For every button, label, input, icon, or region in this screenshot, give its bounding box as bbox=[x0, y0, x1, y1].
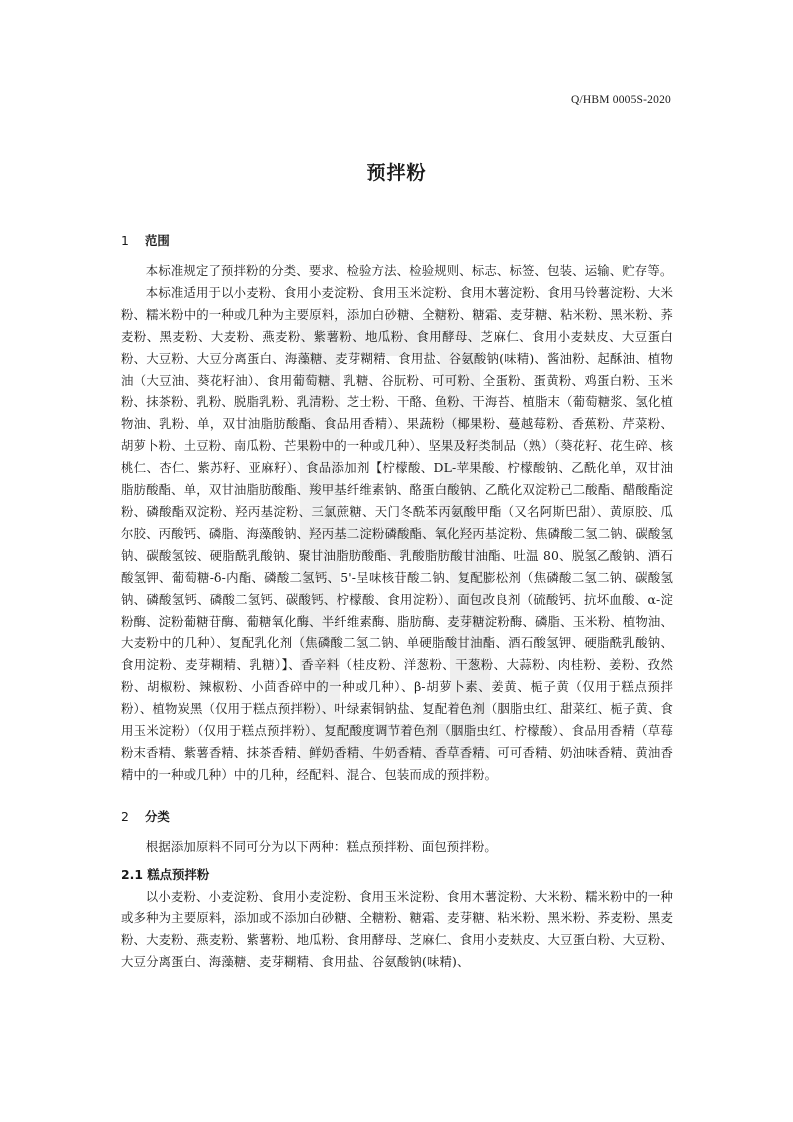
section-number: 2 bbox=[121, 808, 129, 824]
section-number: 1 bbox=[121, 233, 129, 248]
section-title: 范围 bbox=[145, 233, 170, 248]
document-title: 预拌粉 bbox=[366, 162, 427, 184]
section-heading-classification bbox=[121, 806, 673, 828]
subsection-heading: 2.1 糕点预拌粉 bbox=[121, 866, 210, 882]
paragraph: 本标准规定了预拌粉的分类、要求、检验方法、检验规则、标志、标签、包装、运输、贮存等。 bbox=[145, 263, 673, 278]
section-heading-scope bbox=[121, 230, 673, 252]
paragraph: 以小麦粉、小麦淀粉、食用小麦淀粉、食用玉米淀粉、食用木薯淀粉、大米粉、糯米粉中的一种或多种为主要原料，添加或不添加白砂糖、全糖粉、糖霜、麦芽糖、粘米粉、黑米粉、荞麦粉、黑麦粉、大麦粉、燕麦粉、紫薯粉、地瓜粉、食用酵母、芝麻仁、食用小麦麸皮、大豆蛋白粉、大豆粉、大豆分离蛋白、海藻糖、麦芽糊精、食用盐、谷氨酸钠(味精)、 bbox=[121, 888, 673, 970]
section-title: 分类 bbox=[145, 808, 170, 824]
paragraph: 根据添加原料不同可分为以下两种：糕点预拌粉、面包预拌粉。 bbox=[145, 838, 497, 854]
paragraph: 本标准适用于以小麦粉、食用小麦淀粉、食用玉米淀粉、食用木薯淀粉、食用马铃薯淀粉、大米粉、糯米粉中的一种或几种为主要原料，添加白砂糖、全糖粉、糖霜、麦芽糖、粘米粉、黑米粉、荞麦粉、黑麦粉、大麦粉、燕麦粉、紫薯粉、地瓜粉、食用酵母、芝麻仁、食用小麦麸皮、大豆蛋白粉、大豆粉、大豆分离蛋白、海藻糖、麦芽糊精、食用盐、谷氨酸钠(味精)、酱油粉、起酥油、植物油（大豆油、葵花籽油）、食用葡萄糖、乳糖、谷朊粉、可可粉、全蛋粉、蛋黄粉、鸡蛋白粉、玉米粉、抹茶粉、乳粉、脱脂乳粉、乳清粉、芝士粉、干酪、鱼粉、干海苔、植脂末（葡萄糖浆、氢化植物油、乳粉、单，双甘油脂肪酸酯、食品用香精）、果蔬粉（椰果粉、蔓越莓粉、香蕉粉、芹菜粉、胡萝卜粉、土豆粉、南瓜粉、芒果粉中的一种或几种）、坚果及籽类制品（熟）（葵花籽、花生碎、核桃仁、杏仁、紫苏籽、亚麻籽）、食品添加剂【柠檬酸、DL-苹果酸、柠檬酸钠、乙酰化单，双甘油脂肪酸酯、单，双甘油脂肪酸酯、羧甲基纤维素钠、酪蛋白酸钠、乙酰化双淀粉己二酸酯、醋酸酯淀粉、磷酸酯双淀粉、羟丙基淀粉、三氯蔗糖、天门冬酰苯丙氨酸甲酯（又名阿斯巴甜）、黄原胶、瓜尔胶、丙酸钙、磷脂、海藻酸钠、羟丙基二淀粉磷酸酯、氧化羟丙基淀粉、焦磷酸二氢二钠、碳酸氢钠、碳酸氢铵、硬脂酰乳酸钠、聚甘油脂肪酸酯、乳酸脂肪酸甘油酯、吐温 80、脱氢乙酸钠、酒石酸氢钾、葡萄糖-δ-内酯、磷酸二氢钙、5'-呈味核苷酸二钠、复配膨松剂（焦磷酸二氢二钠、碳酸氢钠、磷酸氢钙、磷酸二氢钙、碳酸钙、柠檬酸、食用淀粉）、面包改良剂（硫酸钙、抗坏血酸、α-淀粉酶、淀粉葡糖苷酶、葡糖氧化酶、半纤维素酶、脂肪酶、麦芽糖淀粉酶、磷脂、玉米粉、植物油、大麦粉中的几种）、复配乳化剂（焦磷酸二氢二钠、单硬脂酸甘油酯、酒石酸氢钾、硬脂酰乳酸钠、食用淀粉、麦芽糊精、乳糖）】、香辛料（桂皮粉、洋葱粉、干葱粉、大蒜粉、肉桂粉、姜粉、孜然粉、胡椒粉、辣椒粉、小茴香碎中的一种或几种）、β-胡萝卜素、姜黄、栀子黄（仅用于糕点预拌粉）、植物炭黑（仅用于糕点预拌粉）、叶绿素铜钠盐、复配着色剂（胭脂虫红、甜菜红、栀子黄、食用玉米淀粉）（仅用于糕点预拌粉）、复配酸度调节着色剂（胭脂虫红、柠檬酸）、食品用香精（草莓粉末香精、紫薯香精、抹茶香精、鲜奶香精、牛奶香精、香草香精、可可香精、奶油味香精、黄油香精中的一种或几种）中的几种，经配料、混合、包装而成的预拌粉。 bbox=[121, 284, 673, 782]
standard-code: Q/HBM 0005S-2020 bbox=[570, 94, 671, 106]
document-body bbox=[121, 230, 673, 973]
